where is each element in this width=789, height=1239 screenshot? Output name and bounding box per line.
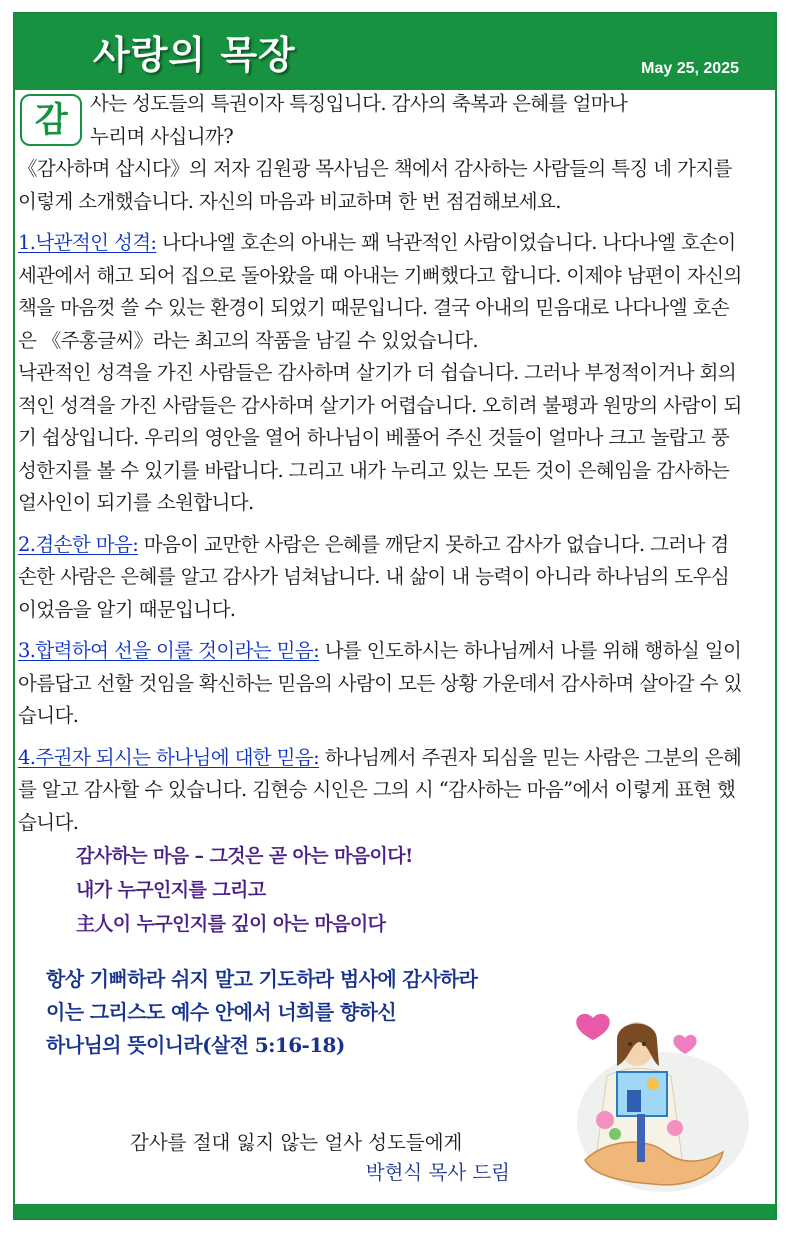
signature-name: 박현식 목사 드림 — [365, 1161, 510, 1184]
intro-paragraph — [18, 88, 746, 218]
jesus-illustration-icon — [555, 1010, 760, 1195]
closing-greeting: 감사를 절대 잃지 않는 얼사 성도들에게 — [130, 1131, 463, 1154]
intro-line-1: 사는 성도들의 특권이자 특징입니다. 감사의 축복과 은혜를 얼마나 — [90, 92, 628, 115]
intro-body: 《감사하며 삽시다》의 저자 김원광 목사님은 책에서 감사하는 사람들의 특징 네 가지를 이렇게 소개했습니다. 자신의 마음과 비교하며 한 번 점검해보세요. — [18, 157, 732, 213]
closing-signature — [130, 1128, 510, 1188]
point-2-text: 마음이 교만한 사람은 은혜를 깨닫지 못하고 감사가 없습니다. 그러나 겸손한 사람은 은혜를 알고 감사가 넘쳐납니다. 내 삶이 내 능력이 아니라 하나님의 도우심이었음을 알기 때문입니다. — [18, 532, 730, 621]
poem-line: 主人이 누구인지를 깊이 아는 마음이다 — [76, 913, 386, 935]
point-2-heading: 2.겸손한 마음: — [18, 532, 139, 556]
page-title: 사랑의 목장 — [93, 33, 296, 77]
verse-line: 항상 기뻐하라 쉬지 말고 기도하라 범사에 감사하라 — [46, 967, 478, 991]
point-4-heading: 4.주권자 되시는 하나님에 대한 믿음: — [18, 745, 320, 769]
article-body — [18, 88, 746, 1062]
issue-date: May 25, 2025 — [641, 60, 739, 77]
point-3-text: 나를 인도하시는 하나님께서 나를 위해 행하실 일이 아름답고 선할 것임을 확신하는 믿음의 사람이 모든 상황 가운데서 감사하며 살아갈 수 있습니다. — [18, 639, 742, 727]
point-4-text: 하나님께서 주권자 되심을 믿는 사람은 그분의 은혜를 알고 감사할 수 있습니다. 김현승 시인은 그의 시 “감사하는 마음”에서 이렇게 표현 했습니다. — [18, 745, 742, 834]
verse-line: 이는 그리스도 예수 안에서 너희를 향하신 — [46, 1000, 397, 1024]
point-1-heading: 1.낙관적인 성격: — [18, 231, 157, 254]
drop-cap: 감 — [20, 94, 82, 146]
poem-quote — [18, 839, 746, 941]
poem-line: 내가 누구인지를 그리고 — [76, 879, 266, 901]
point-4 — [18, 742, 746, 840]
header-bar — [15, 14, 775, 90]
point-3 — [18, 635, 746, 733]
poem-line: 감사하는 마음 – 그것은 곧 아는 마음이다! — [76, 845, 413, 867]
point-1-extra: 낙관적인 성격을 가진 사람들은 감사하며 살기가 더 쉽습니다. 그러나 부정적이거나 회의적인 성격을 가진 사람들은 감사하며 살기가 어렵습니다. 오히려 불평과 원망의 사람이 되기 쉽상입니다. 우리의 영안을 열어 하나님이 베풀어 주신 것들이 얼마나 크고 놀랍고 풍성한지를 볼 수 있기를 바랍니다. 그리고 내가 누리고 있는 모든 것이 은혜임을 감사하는 얼사인이 되기를 소원합니다. — [18, 361, 742, 514]
point-3-heading: 3.합력하여 선을 이룰 것이라는 믿음: — [18, 639, 320, 662]
footer-bar — [15, 1204, 775, 1218]
verse-line: 하나님의 뜻이니라(살전 5:16-18) — [46, 1033, 345, 1057]
point-1 — [18, 227, 746, 357]
intro-line-2: 누리며 사십니까? — [90, 124, 234, 148]
point-2 — [18, 529, 746, 627]
point-1-text: 나다나엘 호손의 아내는 꽤 낙관적인 사람이었습니다. 나다나엘 호손이 세관에서 해고 되어 집으로 돌아왔을 때 아내는 기뻐했다고 합니다. 이제야 남편이 자신의 책을 마음껏 쓸 수 있는 환경이 되었기 때문입니다. 결국 아내의 믿음대로 나다나엘 호손은 《주홍글씨》라는 최고의 작품을 남길 수 있었습니다. — [18, 231, 742, 352]
